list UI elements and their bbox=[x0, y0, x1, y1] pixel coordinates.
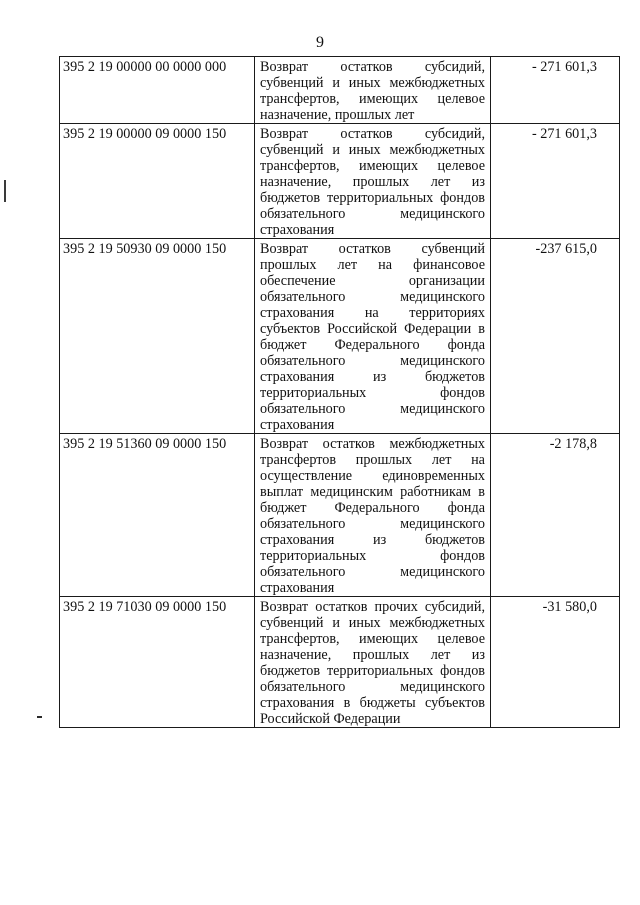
budget-code: 395 2 19 50930 09 0000 150 bbox=[60, 239, 255, 434]
budget-description: Возврат остатков межбюджетных трансфертов прошлых лет на осуществление единовременных выплат медицинским работникам в бюджет Федерального фонда обязательного медицинского страхования из бюджетов территориальных фондов обязательного медицинского страхования bbox=[255, 434, 491, 597]
table-row bbox=[60, 597, 620, 728]
budget-table bbox=[59, 56, 620, 728]
table-row bbox=[60, 57, 620, 124]
scan-artifact-dot bbox=[37, 716, 42, 718]
table-row bbox=[60, 239, 620, 434]
budget-description: Возврат остатков субвенций прошлых лет на финансовое обеспечение организации обязательного медицинского страхования на территориях субъектов Российской Федерации в бюджет Федерального фонда обязательного медицинского страхования из бюджетов территориальных фондов обязательного медицинского страхования bbox=[255, 239, 491, 434]
budget-code: 395 2 19 00000 09 0000 150 bbox=[60, 124, 255, 239]
budget-code: 395 2 19 00000 00 0000 000 bbox=[60, 57, 255, 124]
budget-amount: -2 178,8 bbox=[491, 434, 620, 597]
scan-artifact-mark bbox=[4, 180, 6, 202]
budget-code: 395 2 19 71030 09 0000 150 bbox=[60, 597, 255, 728]
budget-description: Возврат остатков субсидий, субвенций и иных межбюджетных трансфертов, имеющих целевое назначение, прошлых лет из бюджетов территориальных фондов обязательного медицинского страхования bbox=[255, 124, 491, 239]
budget-amount: -237 615,0 bbox=[491, 239, 620, 434]
table-row bbox=[60, 434, 620, 597]
budget-code: 395 2 19 51360 09 0000 150 bbox=[60, 434, 255, 597]
budget-amount: -31 580,0 bbox=[491, 597, 620, 728]
budget-amount: - 271 601,3 bbox=[491, 57, 620, 124]
page-number: 9 bbox=[316, 34, 324, 51]
budget-amount: - 271 601,3 bbox=[491, 124, 620, 239]
budget-description: Возврат остатков субсидий, субвенций и иных межбюджетных трансфертов, имеющих целевое назначение, прошлых лет bbox=[255, 57, 491, 124]
budget-description: Возврат остатков прочих субсидий, субвенций и иных межбюджетных трансфертов, имеющих целевое назначение, прошлых лет из бюджетов территориальных фондов обязательного медицинского страхования в бюджеты субъектов Российской Федерации bbox=[255, 597, 491, 728]
table-row bbox=[60, 124, 620, 239]
